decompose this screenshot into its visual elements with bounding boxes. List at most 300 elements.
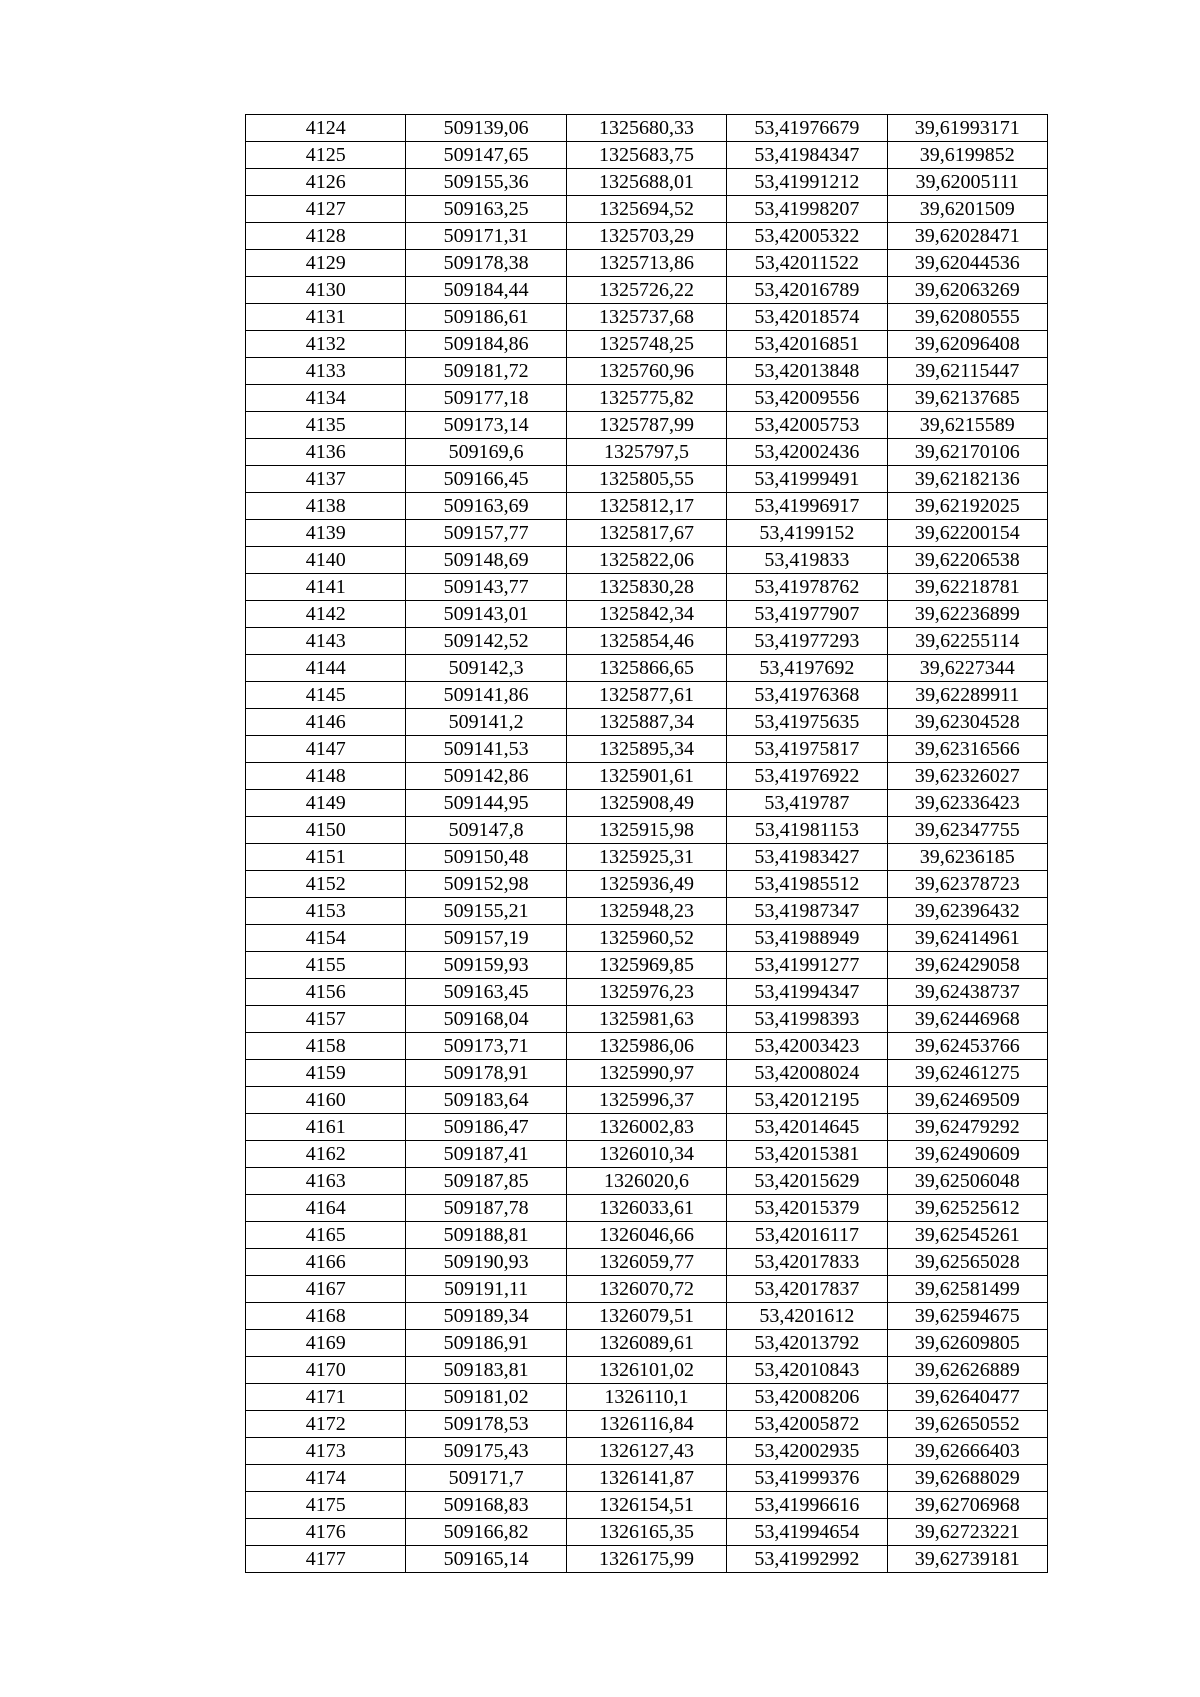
y-coordinate-cell: 1325787,99 [566, 412, 726, 439]
longitude-cell: 39,62414961 [887, 925, 1047, 952]
longitude-cell: 39,62396432 [887, 898, 1047, 925]
table-row [246, 925, 1048, 952]
coordinates-table [245, 114, 1048, 1573]
latitude-cell: 53,42008206 [727, 1384, 887, 1411]
x-coordinate-cell: 509187,41 [406, 1141, 566, 1168]
table-row [246, 223, 1048, 250]
point-number-cell: 4125 [246, 142, 406, 169]
latitude-cell: 53,42013792 [727, 1330, 887, 1357]
y-coordinate-cell: 1326010,34 [566, 1141, 726, 1168]
latitude-cell: 53,41981153 [727, 817, 887, 844]
table-row [246, 1195, 1048, 1222]
y-coordinate-cell: 1325887,34 [566, 709, 726, 736]
y-coordinate-cell: 1325936,49 [566, 871, 726, 898]
table-row [246, 1141, 1048, 1168]
point-number-cell: 4145 [246, 682, 406, 709]
latitude-cell: 53,42015379 [727, 1195, 887, 1222]
longitude-cell: 39,62461275 [887, 1060, 1047, 1087]
latitude-cell: 53,41994654 [727, 1519, 887, 1546]
table-row [246, 898, 1048, 925]
x-coordinate-cell: 509171,7 [406, 1465, 566, 1492]
latitude-cell: 53,41996917 [727, 493, 887, 520]
point-number-cell: 4140 [246, 547, 406, 574]
longitude-cell: 39,62688029 [887, 1465, 1047, 1492]
longitude-cell: 39,62581499 [887, 1276, 1047, 1303]
point-number-cell: 4128 [246, 223, 406, 250]
x-coordinate-cell: 509186,47 [406, 1114, 566, 1141]
x-coordinate-cell: 509187,78 [406, 1195, 566, 1222]
point-number-cell: 4154 [246, 925, 406, 952]
longitude-cell: 39,62028471 [887, 223, 1047, 250]
y-coordinate-cell: 1326165,35 [566, 1519, 726, 1546]
longitude-cell: 39,61993171 [887, 115, 1047, 142]
table-row [246, 790, 1048, 817]
latitude-cell: 53,42005322 [727, 223, 887, 250]
x-coordinate-cell: 509186,91 [406, 1330, 566, 1357]
latitude-cell: 53,41984347 [727, 142, 887, 169]
x-coordinate-cell: 509184,44 [406, 277, 566, 304]
y-coordinate-cell: 1326127,43 [566, 1438, 726, 1465]
point-number-cell: 4176 [246, 1519, 406, 1546]
point-number-cell: 4164 [246, 1195, 406, 1222]
x-coordinate-cell: 509181,02 [406, 1384, 566, 1411]
latitude-cell: 53,41977293 [727, 628, 887, 655]
y-coordinate-cell: 1325726,22 [566, 277, 726, 304]
table-row [246, 1168, 1048, 1195]
table-row [246, 1492, 1048, 1519]
table-row [246, 520, 1048, 547]
latitude-cell: 53,41976922 [727, 763, 887, 790]
table-row [246, 574, 1048, 601]
latitude-cell: 53,42013848 [727, 358, 887, 385]
y-coordinate-cell: 1325976,23 [566, 979, 726, 1006]
latitude-cell: 53,41975635 [727, 709, 887, 736]
x-coordinate-cell: 509148,69 [406, 547, 566, 574]
x-coordinate-cell: 509184,86 [406, 331, 566, 358]
latitude-cell: 53,41977907 [727, 601, 887, 628]
x-coordinate-cell: 509168,83 [406, 1492, 566, 1519]
x-coordinate-cell: 509142,86 [406, 763, 566, 790]
y-coordinate-cell: 1325877,61 [566, 682, 726, 709]
table-row [246, 466, 1048, 493]
point-number-cell: 4157 [246, 1006, 406, 1033]
point-number-cell: 4174 [246, 1465, 406, 1492]
table-row [246, 331, 1048, 358]
latitude-cell: 53,41988949 [727, 925, 887, 952]
table-row [246, 1303, 1048, 1330]
table-row [246, 1060, 1048, 1087]
table-row [246, 277, 1048, 304]
y-coordinate-cell: 1325925,31 [566, 844, 726, 871]
table-row [246, 304, 1048, 331]
latitude-cell: 53,41998393 [727, 1006, 887, 1033]
longitude-cell: 39,62304528 [887, 709, 1047, 736]
point-number-cell: 4162 [246, 1141, 406, 1168]
longitude-cell: 39,62192025 [887, 493, 1047, 520]
latitude-cell: 53,41996616 [727, 1492, 887, 1519]
point-number-cell: 4139 [246, 520, 406, 547]
longitude-cell: 39,62378723 [887, 871, 1047, 898]
latitude-cell: 53,41987347 [727, 898, 887, 925]
table-row [246, 655, 1048, 682]
table-row [246, 1438, 1048, 1465]
y-coordinate-cell: 1325694,52 [566, 196, 726, 223]
longitude-cell: 39,62469509 [887, 1087, 1047, 1114]
latitude-cell: 53,42012195 [727, 1087, 887, 1114]
x-coordinate-cell: 509157,19 [406, 925, 566, 952]
y-coordinate-cell: 1325688,01 [566, 169, 726, 196]
table-row [246, 196, 1048, 223]
longitude-cell: 39,62255114 [887, 628, 1047, 655]
y-coordinate-cell: 1325830,28 [566, 574, 726, 601]
longitude-cell: 39,62336423 [887, 790, 1047, 817]
table-row [246, 817, 1048, 844]
table-row [246, 628, 1048, 655]
longitude-cell: 39,62347755 [887, 817, 1047, 844]
longitude-cell: 39,62044536 [887, 250, 1047, 277]
point-number-cell: 4124 [246, 115, 406, 142]
longitude-cell: 39,62326027 [887, 763, 1047, 790]
longitude-cell: 39,62525612 [887, 1195, 1047, 1222]
x-coordinate-cell: 509163,25 [406, 196, 566, 223]
point-number-cell: 4171 [246, 1384, 406, 1411]
longitude-cell: 39,62316566 [887, 736, 1047, 763]
point-number-cell: 4172 [246, 1411, 406, 1438]
y-coordinate-cell: 1325866,65 [566, 655, 726, 682]
longitude-cell: 39,62137685 [887, 385, 1047, 412]
latitude-cell: 53,42011522 [727, 250, 887, 277]
table-row [246, 1114, 1048, 1141]
latitude-cell: 53,42016789 [727, 277, 887, 304]
y-coordinate-cell: 1325760,96 [566, 358, 726, 385]
table-row [246, 952, 1048, 979]
x-coordinate-cell: 509186,61 [406, 304, 566, 331]
x-coordinate-cell: 509171,31 [406, 223, 566, 250]
latitude-cell: 53,42016117 [727, 1222, 887, 1249]
x-coordinate-cell: 509177,18 [406, 385, 566, 412]
latitude-cell: 53,42002436 [727, 439, 887, 466]
x-coordinate-cell: 509163,45 [406, 979, 566, 1006]
y-coordinate-cell: 1325805,55 [566, 466, 726, 493]
y-coordinate-cell: 1325797,5 [566, 439, 726, 466]
latitude-cell: 53,42003423 [727, 1033, 887, 1060]
longitude-cell: 39,62706968 [887, 1492, 1047, 1519]
longitude-cell: 39,6199852 [887, 142, 1047, 169]
y-coordinate-cell: 1325990,97 [566, 1060, 726, 1087]
longitude-cell: 39,62609805 [887, 1330, 1047, 1357]
y-coordinate-cell: 1325748,25 [566, 331, 726, 358]
point-number-cell: 4137 [246, 466, 406, 493]
y-coordinate-cell: 1326110,1 [566, 1384, 726, 1411]
latitude-cell: 53,4197692 [727, 655, 887, 682]
y-coordinate-cell: 1325737,68 [566, 304, 726, 331]
x-coordinate-cell: 509139,06 [406, 115, 566, 142]
longitude-cell: 39,62650552 [887, 1411, 1047, 1438]
latitude-cell: 53,41985512 [727, 871, 887, 898]
x-coordinate-cell: 509178,53 [406, 1411, 566, 1438]
y-coordinate-cell: 1325817,67 [566, 520, 726, 547]
x-coordinate-cell: 509155,36 [406, 169, 566, 196]
table-row [246, 1222, 1048, 1249]
longitude-cell: 39,62115447 [887, 358, 1047, 385]
latitude-cell: 53,41999491 [727, 466, 887, 493]
point-number-cell: 4165 [246, 1222, 406, 1249]
table-row [246, 1384, 1048, 1411]
y-coordinate-cell: 1325842,34 [566, 601, 726, 628]
longitude-cell: 39,62666403 [887, 1438, 1047, 1465]
x-coordinate-cell: 509188,81 [406, 1222, 566, 1249]
y-coordinate-cell: 1325683,75 [566, 142, 726, 169]
longitude-cell: 39,62640477 [887, 1384, 1047, 1411]
table-row [246, 1465, 1048, 1492]
latitude-cell: 53,41983427 [727, 844, 887, 871]
table-row [246, 1033, 1048, 1060]
latitude-cell: 53,42002935 [727, 1438, 887, 1465]
longitude-cell: 39,62289911 [887, 682, 1047, 709]
y-coordinate-cell: 1325895,34 [566, 736, 726, 763]
y-coordinate-cell: 1325775,82 [566, 385, 726, 412]
longitude-cell: 39,62200154 [887, 520, 1047, 547]
x-coordinate-cell: 509175,43 [406, 1438, 566, 1465]
latitude-cell: 53,419833 [727, 547, 887, 574]
table-row [246, 844, 1048, 871]
latitude-cell: 53,4199152 [727, 520, 887, 547]
point-number-cell: 4136 [246, 439, 406, 466]
y-coordinate-cell: 1326175,99 [566, 1546, 726, 1573]
y-coordinate-cell: 1325812,17 [566, 493, 726, 520]
longitude-cell: 39,6215589 [887, 412, 1047, 439]
point-number-cell: 4129 [246, 250, 406, 277]
longitude-cell: 39,6236185 [887, 844, 1047, 871]
y-coordinate-cell: 1325969,85 [566, 952, 726, 979]
x-coordinate-cell: 509147,8 [406, 817, 566, 844]
latitude-cell: 53,41978762 [727, 574, 887, 601]
y-coordinate-cell: 1325981,63 [566, 1006, 726, 1033]
table-row [246, 547, 1048, 574]
x-coordinate-cell: 509152,98 [406, 871, 566, 898]
point-number-cell: 4142 [246, 601, 406, 628]
table-row [246, 979, 1048, 1006]
latitude-cell: 53,41994347 [727, 979, 887, 1006]
point-number-cell: 4158 [246, 1033, 406, 1060]
longitude-cell: 39,62545261 [887, 1222, 1047, 1249]
latitude-cell: 53,41975817 [727, 736, 887, 763]
point-number-cell: 4153 [246, 898, 406, 925]
point-number-cell: 4141 [246, 574, 406, 601]
latitude-cell: 53,42008024 [727, 1060, 887, 1087]
longitude-cell: 39,62626889 [887, 1357, 1047, 1384]
table-row [246, 1330, 1048, 1357]
longitude-cell: 39,62565028 [887, 1249, 1047, 1276]
longitude-cell: 39,62490609 [887, 1141, 1047, 1168]
point-number-cell: 4135 [246, 412, 406, 439]
table-row [246, 358, 1048, 385]
y-coordinate-cell: 1326059,77 [566, 1249, 726, 1276]
y-coordinate-cell: 1326020,6 [566, 1168, 726, 1195]
x-coordinate-cell: 509183,64 [406, 1087, 566, 1114]
x-coordinate-cell: 509150,48 [406, 844, 566, 871]
y-coordinate-cell: 1325703,29 [566, 223, 726, 250]
x-coordinate-cell: 509141,2 [406, 709, 566, 736]
x-coordinate-cell: 509169,6 [406, 439, 566, 466]
table-row [246, 385, 1048, 412]
y-coordinate-cell: 1326154,51 [566, 1492, 726, 1519]
table-row [246, 493, 1048, 520]
table-row [246, 1249, 1048, 1276]
x-coordinate-cell: 509163,69 [406, 493, 566, 520]
latitude-cell: 53,42016851 [727, 331, 887, 358]
x-coordinate-cell: 509141,53 [406, 736, 566, 763]
point-number-cell: 4166 [246, 1249, 406, 1276]
point-number-cell: 4138 [246, 493, 406, 520]
latitude-cell: 53,42014645 [727, 1114, 887, 1141]
point-number-cell: 4132 [246, 331, 406, 358]
x-coordinate-cell: 509159,93 [406, 952, 566, 979]
x-coordinate-cell: 509178,91 [406, 1060, 566, 1087]
y-coordinate-cell: 1325680,33 [566, 115, 726, 142]
table-row [246, 682, 1048, 709]
longitude-cell: 39,6227344 [887, 655, 1047, 682]
point-number-cell: 4152 [246, 871, 406, 898]
point-number-cell: 4151 [246, 844, 406, 871]
y-coordinate-cell: 1325996,37 [566, 1087, 726, 1114]
longitude-cell: 39,62506048 [887, 1168, 1047, 1195]
table-row [246, 169, 1048, 196]
longitude-cell: 39,62446968 [887, 1006, 1047, 1033]
latitude-cell: 53,41992992 [727, 1546, 887, 1573]
longitude-cell: 39,62429058 [887, 952, 1047, 979]
longitude-cell: 39,62723221 [887, 1519, 1047, 1546]
point-number-cell: 4167 [246, 1276, 406, 1303]
latitude-cell: 53,42005872 [727, 1411, 887, 1438]
y-coordinate-cell: 1325948,23 [566, 898, 726, 925]
latitude-cell: 53,42015381 [727, 1141, 887, 1168]
point-number-cell: 4177 [246, 1546, 406, 1573]
y-coordinate-cell: 1326079,51 [566, 1303, 726, 1330]
point-number-cell: 4170 [246, 1357, 406, 1384]
y-coordinate-cell: 1325854,46 [566, 628, 726, 655]
x-coordinate-cell: 509166,82 [406, 1519, 566, 1546]
x-coordinate-cell: 509190,93 [406, 1249, 566, 1276]
point-number-cell: 4169 [246, 1330, 406, 1357]
latitude-cell: 53,42017837 [727, 1276, 887, 1303]
x-coordinate-cell: 509155,21 [406, 898, 566, 925]
point-number-cell: 4134 [246, 385, 406, 412]
x-coordinate-cell: 509165,14 [406, 1546, 566, 1573]
longitude-cell: 39,62182136 [887, 466, 1047, 493]
y-coordinate-cell: 1326089,61 [566, 1330, 726, 1357]
table-row [246, 1087, 1048, 1114]
longitude-cell: 39,62096408 [887, 331, 1047, 358]
point-number-cell: 4144 [246, 655, 406, 682]
longitude-cell: 39,62479292 [887, 1114, 1047, 1141]
y-coordinate-cell: 1326070,72 [566, 1276, 726, 1303]
longitude-cell: 39,6201509 [887, 196, 1047, 223]
point-number-cell: 4163 [246, 1168, 406, 1195]
latitude-cell: 53,4201612 [727, 1303, 887, 1330]
latitude-cell: 53,41998207 [727, 196, 887, 223]
y-coordinate-cell: 1325960,52 [566, 925, 726, 952]
point-number-cell: 4127 [246, 196, 406, 223]
x-coordinate-cell: 509183,81 [406, 1357, 566, 1384]
latitude-cell: 53,41976679 [727, 115, 887, 142]
longitude-cell: 39,62063269 [887, 277, 1047, 304]
longitude-cell: 39,62453766 [887, 1033, 1047, 1060]
latitude-cell: 53,42005753 [727, 412, 887, 439]
point-number-cell: 4150 [246, 817, 406, 844]
y-coordinate-cell: 1326141,87 [566, 1465, 726, 1492]
point-number-cell: 4146 [246, 709, 406, 736]
point-number-cell: 4133 [246, 358, 406, 385]
latitude-cell: 53,41991212 [727, 169, 887, 196]
y-coordinate-cell: 1326046,66 [566, 1222, 726, 1249]
point-number-cell: 4148 [246, 763, 406, 790]
latitude-cell: 53,42010843 [727, 1357, 887, 1384]
point-number-cell: 4160 [246, 1087, 406, 1114]
x-coordinate-cell: 509187,85 [406, 1168, 566, 1195]
table-row [246, 763, 1048, 790]
x-coordinate-cell: 509143,77 [406, 574, 566, 601]
y-coordinate-cell: 1326101,02 [566, 1357, 726, 1384]
y-coordinate-cell: 1325901,61 [566, 763, 726, 790]
point-number-cell: 4159 [246, 1060, 406, 1087]
longitude-cell: 39,62438737 [887, 979, 1047, 1006]
latitude-cell: 53,42018574 [727, 304, 887, 331]
longitude-cell: 39,62080555 [887, 304, 1047, 331]
table-row [246, 1546, 1048, 1573]
x-coordinate-cell: 509144,95 [406, 790, 566, 817]
x-coordinate-cell: 509189,34 [406, 1303, 566, 1330]
x-coordinate-cell: 509166,45 [406, 466, 566, 493]
longitude-cell: 39,62594675 [887, 1303, 1047, 1330]
x-coordinate-cell: 509173,14 [406, 412, 566, 439]
point-number-cell: 4175 [246, 1492, 406, 1519]
x-coordinate-cell: 509142,52 [406, 628, 566, 655]
table-row [246, 601, 1048, 628]
x-coordinate-cell: 509157,77 [406, 520, 566, 547]
point-number-cell: 4161 [246, 1114, 406, 1141]
latitude-cell: 53,419787 [727, 790, 887, 817]
y-coordinate-cell: 1326002,83 [566, 1114, 726, 1141]
longitude-cell: 39,62236899 [887, 601, 1047, 628]
table-row [246, 142, 1048, 169]
table-row [246, 1411, 1048, 1438]
longitude-cell: 39,62206538 [887, 547, 1047, 574]
y-coordinate-cell: 1325822,06 [566, 547, 726, 574]
y-coordinate-cell: 1325915,98 [566, 817, 726, 844]
point-number-cell: 4149 [246, 790, 406, 817]
point-number-cell: 4168 [246, 1303, 406, 1330]
latitude-cell: 53,42015629 [727, 1168, 887, 1195]
y-coordinate-cell: 1325908,49 [566, 790, 726, 817]
longitude-cell: 39,62218781 [887, 574, 1047, 601]
point-number-cell: 4143 [246, 628, 406, 655]
x-coordinate-cell: 509142,3 [406, 655, 566, 682]
latitude-cell: 53,42017833 [727, 1249, 887, 1276]
point-number-cell: 4155 [246, 952, 406, 979]
x-coordinate-cell: 509141,86 [406, 682, 566, 709]
point-number-cell: 4131 [246, 304, 406, 331]
table-row [246, 115, 1048, 142]
point-number-cell: 4130 [246, 277, 406, 304]
longitude-cell: 39,62005111 [887, 169, 1047, 196]
y-coordinate-cell: 1326033,61 [566, 1195, 726, 1222]
point-number-cell: 4147 [246, 736, 406, 763]
y-coordinate-cell: 1325986,06 [566, 1033, 726, 1060]
x-coordinate-cell: 509147,65 [406, 142, 566, 169]
table-row [246, 412, 1048, 439]
point-number-cell: 4173 [246, 1438, 406, 1465]
